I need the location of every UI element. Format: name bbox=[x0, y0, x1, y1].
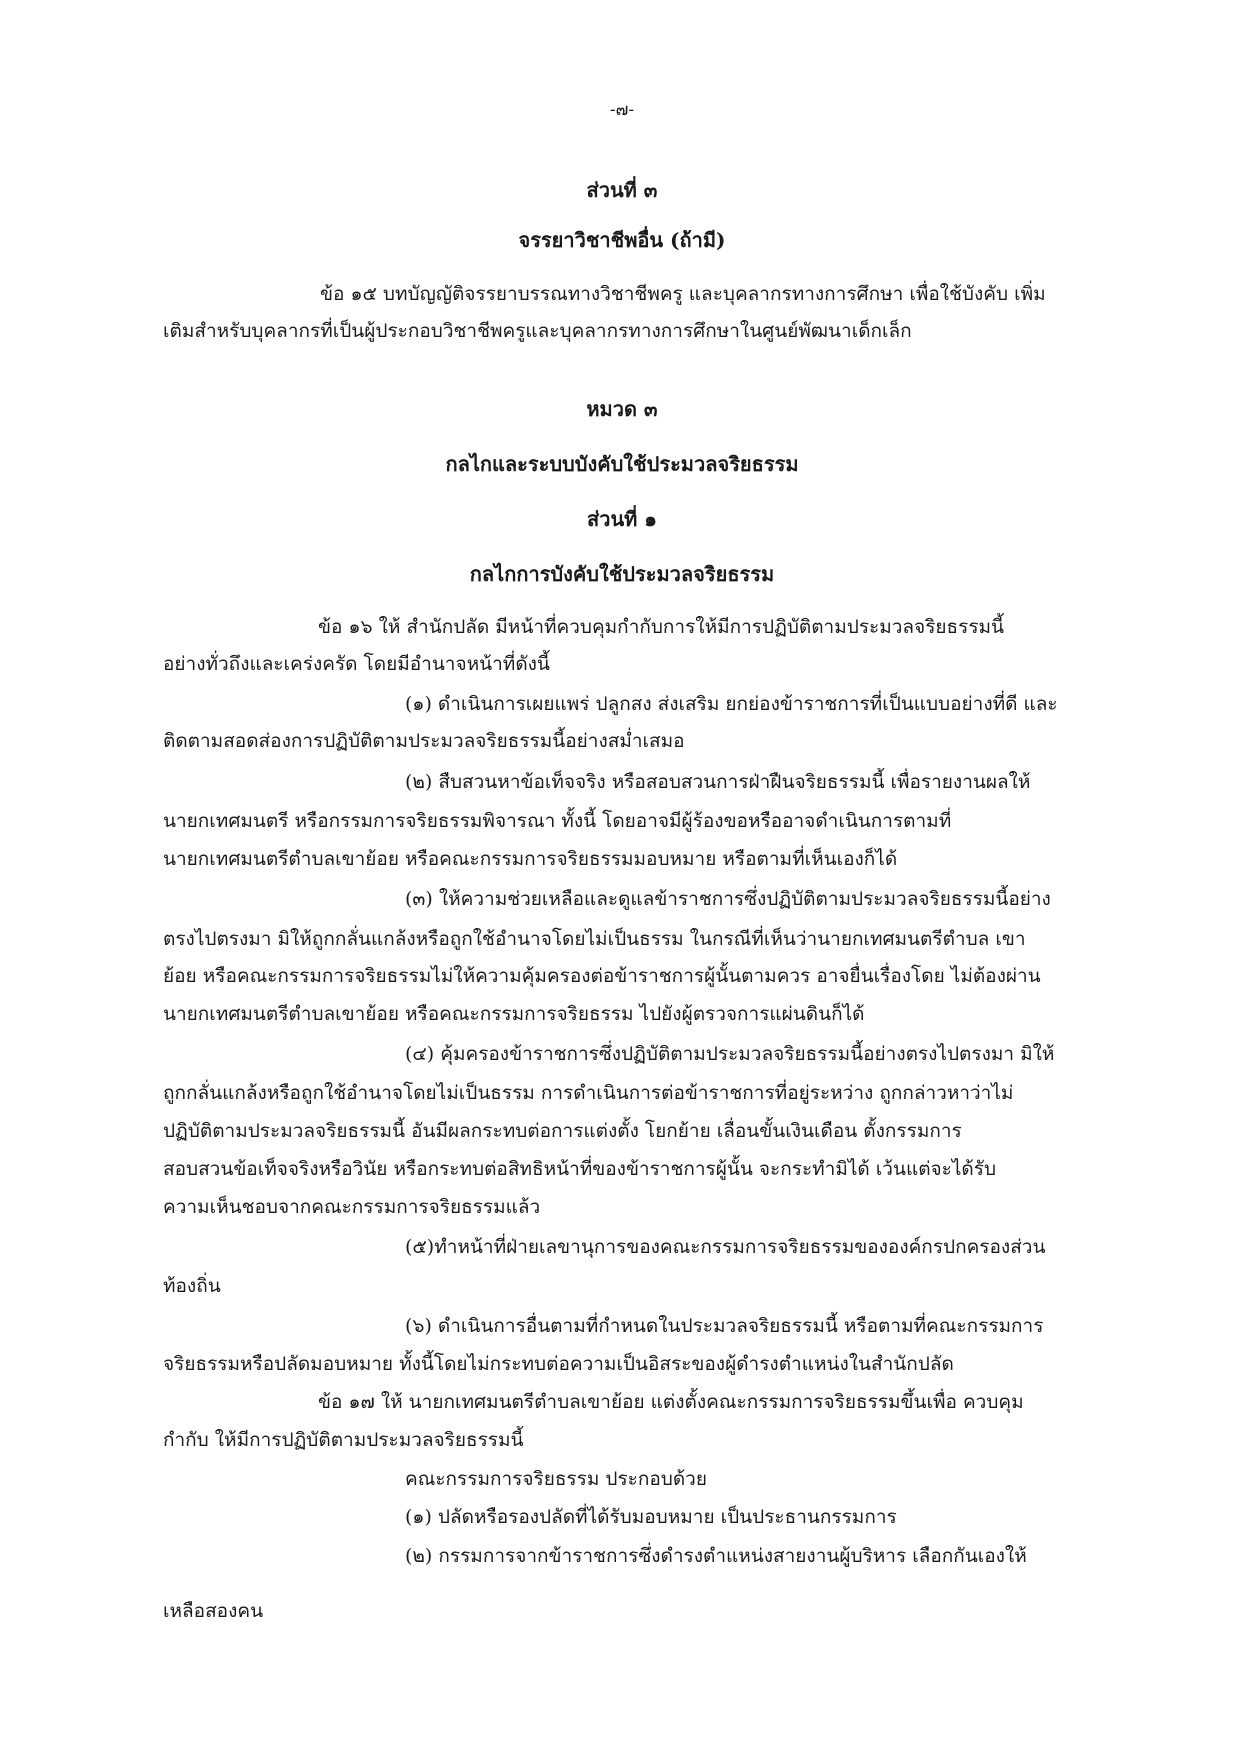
committee-intro: คณะกรรมการจริยธรรม ประกอบด้วย bbox=[405, 1468, 707, 1490]
chapter-title: กลไกและระบบบังคับใช้ประมวลจริยธรรม bbox=[445, 452, 799, 476]
item-6-line: (๖) ดำเนินการอื่นตามที่กำหนดในประมวลจริยธรรมนี้ หรือตามที่คณะกรรมการ bbox=[405, 1315, 1044, 1337]
item-4-line: สอบสวนข้อเท็จจริงหรือวินัย หรือกระทบต่อสิทธิหน้าที่ของข้าราชการผู้นั้น จะกระทำมิได้ เว้นแต่จะได้รับ bbox=[163, 1158, 997, 1180]
clause-15-line: ข้อ ๑๕ บทบัญญัติจรรยาบรรณทางวิชาชีพครู และบุคลากรทางการศึกษา เพื่อใช้บังคับ เพิ่ม bbox=[320, 283, 1046, 305]
item-1-line: ติดตามสอดส่องการปฏิบัติตามประมวลจริยธรรมนี้อย่างสม่ำเสมอ bbox=[163, 730, 685, 752]
item-3-line: นายกเทศมนตรีตำบลเขาย้อย หรือคณะกรรมการจริยธรรม ไปยังผู้ตรวจการแผ่นดินก็ได้ bbox=[163, 1003, 865, 1025]
item-2-line: นายกเทศมนตรี หรือกรรมการจริยธรรมพิจารณา ทั้งนี้ โดยอาจมีผู้ร้องขอหรืออาจดำเนินการตามที่ bbox=[163, 810, 952, 832]
clause-15-line: เติมสำหรับบุคลากรที่เป็นผู้ประกอบวิชาชีพครูและบุคลากรทางการศึกษาในศูนย์พัฒนาเด็กเล็ก bbox=[163, 320, 912, 342]
item-4-line: (๔) คุ้มครองข้าราชการซึ่งปฏิบัติตามประมวลจริยธรรมนี้อย่างตรงไปตรงมา มิให้ bbox=[405, 1043, 1055, 1065]
chapter-heading: หมวด ๓ bbox=[586, 397, 658, 421]
clause-17-line: กำกับ ให้มีการปฏิบัติตามประมวลจริยธรรมนี้ bbox=[163, 1429, 524, 1451]
item-2-line: (๒) สืบสวนหาข้อเท็จจริง หรือสอบสวนการฝ่าฝืนจริยธรรมนี้ เพื่อรายงานผลให้ bbox=[405, 771, 1031, 793]
item-3-line: ตรงไปตรงมา มิให้ถูกกลั่นแกล้งหรือถูกใช้อำนาจโดยไม่เป็นธรรม ในกรณีที่เห็นว่านายกเทศมนตรีตำบล เขา bbox=[163, 928, 1026, 950]
clause-17-line: ข้อ ๑๗ ให้ นายกเทศมนตรีตำบลเขาย้อย แต่งตั้งคณะกรรมการจริยธรรมขึ้นเพื่อ ควบคุม bbox=[318, 1391, 1024, 1413]
item-6-line: จริยธรรมหรือปลัดมอบหมาย ทั้งนี้โดยไม่กระทบต่อความเป็นอิสระของผู้ดำรงตำแหน่งในสำนักปลัด bbox=[163, 1353, 954, 1375]
committee-item-2: เหลือสองคน bbox=[163, 1600, 264, 1622]
section-title: กลไกการบังคับใช้ประมวลจริยธรรม bbox=[469, 562, 775, 586]
item-1-line: (๑) ดำเนินการเผยแพร่ ปลูกสง ส่งเสริม ยกย่องข้าราชการที่เป็นแบบอย่างที่ดี และ bbox=[405, 693, 1058, 715]
section-title: จรรยาวิชาชีพอื่น (ถ้ามี) bbox=[518, 228, 726, 252]
item-3-line: ย้อย หรือคณะกรรมการจริยธรรมไม่ให้ความคุ้มครองต่อข้าราชการผู้นั้นตามควร อาจยื่นเรื่องโดย ไม่ต้องผ่าน bbox=[163, 965, 1041, 987]
page-number: -๗- bbox=[609, 100, 635, 120]
section-heading: ส่วนที่ ๓ bbox=[586, 178, 658, 202]
committee-item-1: (๑) ปลัดหรือรองปลัดที่ได้รับมอบหมาย เป็นประธานกรรมการ bbox=[405, 1506, 897, 1528]
item-4-line: ความเห็นชอบจากคณะกรรมการจริยธรรมแล้ว bbox=[163, 1196, 541, 1218]
clause-16-line: ข้อ ๑๖ ให้ สำนักปลัด มีหน้าที่ควบคุมกำกับการให้มีการปฏิบัติตามประมวลจริยธรรมนี้ bbox=[318, 616, 1005, 638]
item-4-line: ถูกกลั่นแกล้งหรือถูกใช้อำนาจโดยไม่เป็นธรรม การดำเนินการต่อข้าราชการที่อยู่ระหว่าง ถูกกล่าวหาว่าไม่ bbox=[163, 1082, 1014, 1104]
committee-item-2: (๒) กรรมการจากข้าราชการซึ่งดำรงตำแหน่งสายงานผู้บริหาร เลือกกันเองให้ bbox=[405, 1545, 1027, 1567]
section-heading: ส่วนที่ ๑ bbox=[587, 507, 657, 531]
item-5-line: ท้องถิ่น bbox=[163, 1275, 221, 1297]
clause-16-line: อย่างทั่วถึงและเคร่งครัด โดยมีอำนาจหน้าที่ดังนี้ bbox=[163, 653, 550, 675]
item-2-line: นายกเทศมนตรีตำบลเขาย้อย หรือคณะกรรมการจริยธรรมมอบหมาย หรือตามที่เห็นเองก็ได้ bbox=[163, 848, 898, 870]
item-3-line: (๓) ให้ความช่วยเหลือและดูแลข้าราชการซึ่งปฏิบัติตามประมวลจริยธรรมนี้อย่าง bbox=[405, 888, 1051, 910]
item-4-line: ปฏิบัติตามประมวลจริยธรรมนี้ อันมีผลกระทบต่อการแต่งตั้ง โยกย้าย เลื่อนขั้นเงินเดือน ตั้งกรรมการ bbox=[163, 1120, 962, 1142]
item-5-line: (๕)ทำหน้าที่ฝ่ายเลขานุการของคณะกรรมการจริยธรรมขององค์กรปกครองส่วน bbox=[405, 1236, 1046, 1258]
